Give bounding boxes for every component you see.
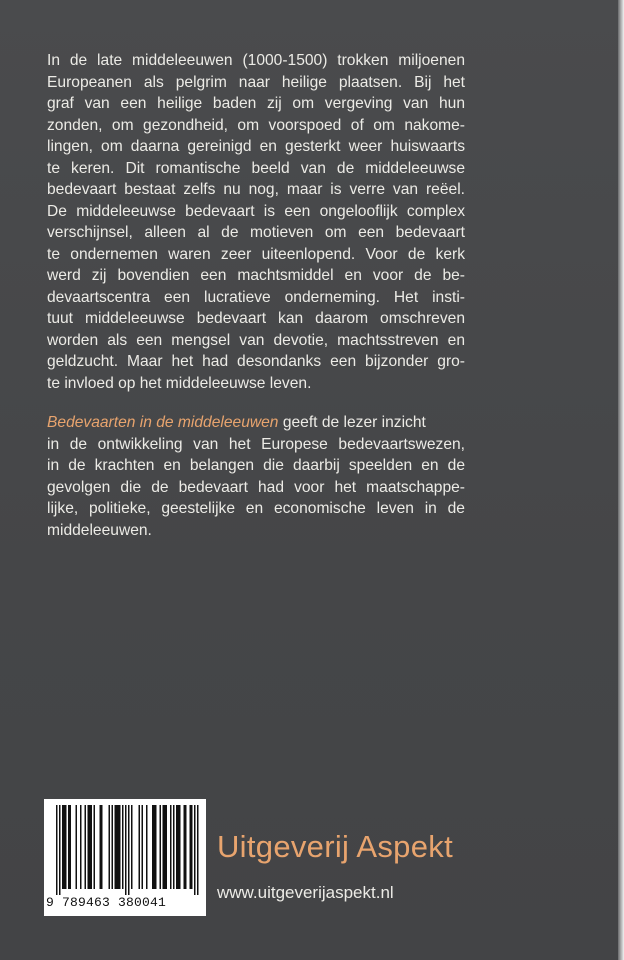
barcode-bar (89, 805, 91, 889)
blurb-line: werd zij bovendien een machtsmiddel en voor de be- (47, 267, 465, 284)
barcode-bar (194, 805, 196, 895)
barcode-bar (59, 805, 61, 895)
barcode-bar (112, 805, 114, 889)
blurb-line: te ondernemen waren zeer uiteenlopend. Voor de kerk (47, 245, 465, 263)
blurb-line-rest: geeft de lezer inzicht (278, 414, 426, 431)
blurb-line: te invloed op het middeleeuwse leven. (47, 374, 312, 392)
barcode-bar (146, 805, 148, 889)
blurb-line: Europeanen als pelgrim naar heilige plaatsen. Bij het (47, 73, 465, 91)
barcode-bar (101, 805, 103, 889)
blurb-line: verschijnsel, alleen al de motieven om een bedevaart (47, 224, 465, 241)
barcode-bar (164, 805, 166, 889)
barcode-bars (44, 799, 206, 895)
barcode-bar (80, 805, 82, 889)
barcode-bar (170, 805, 172, 889)
barcode-bar (116, 805, 118, 889)
barcode-bar (184, 805, 186, 889)
page-edge (618, 0, 624, 960)
barcode-bar (176, 805, 178, 889)
isbn-barcode (44, 799, 206, 916)
blurb-paragraph-1 (47, 50, 465, 394)
barcode-bar (68, 805, 70, 889)
barcode-bar (115, 805, 117, 889)
publisher-website: www.uitgeverijaspekt.nl (217, 883, 394, 902)
blurb-line: middeleeuwen. (47, 521, 152, 539)
barcode-bar (94, 805, 96, 889)
barcode-bar (131, 805, 133, 889)
barcode-bar (142, 805, 144, 889)
blurb-line: tuut middeleeuwse bedevaart kan daarom omschreven (47, 310, 465, 327)
barcode-bar (197, 805, 199, 895)
blurb-line: De middeleeuwse bedevaart is een ongelooflijk complex (47, 202, 465, 220)
barcode-bar (118, 805, 120, 889)
barcode-bar (91, 805, 93, 889)
book-title: Bedevaarten in de middeleeuwen (47, 414, 279, 431)
barcode-bar (119, 805, 121, 889)
blurb-line: te keren. Dit romantische beeld van de middeleeuwse (47, 159, 465, 177)
blurb-line: in de krachten en belangen die daarbij speelden en de (47, 457, 465, 474)
blurb-line: In de late middeleeuwen (1000-1500) trokken miljoenen (47, 52, 465, 69)
barcode-bar (70, 805, 72, 889)
barcode-bar (109, 805, 111, 889)
barcode-bar (64, 805, 66, 889)
barcode-bar (85, 805, 87, 889)
paragraph-gap (47, 394, 465, 412)
barcode-bar (125, 805, 127, 895)
barcode-bar (163, 805, 165, 889)
blurb-line: lijke, politieke, geestelijke en economische leven in de (47, 500, 465, 517)
barcode-bar (155, 805, 157, 889)
barcode-bar (128, 805, 130, 895)
barcode-bar (122, 805, 124, 889)
blurb-paragraph-2 (47, 412, 465, 541)
blurb (47, 50, 465, 541)
barcode-bar (62, 805, 64, 889)
barcode-bar (191, 805, 193, 889)
barcode-bar (160, 805, 162, 889)
barcode-bar (88, 805, 90, 889)
publisher-name: Uitgeverij Aspekt (217, 829, 453, 864)
barcode-bar (152, 805, 154, 889)
blurb-line: zonden, om gezondheid, om voorspoed of om nakome- (47, 116, 465, 134)
blurb-line: lingen, om daarna gereinigd en gesterkt weer huiswaarts (47, 138, 465, 155)
barcode-bar (76, 805, 78, 889)
barcode-bar (139, 805, 141, 889)
barcode-bar (173, 805, 175, 889)
barcode-bar (179, 805, 181, 889)
blurb-line: gevolgen die de bedevaart had voor het maatschappe- (47, 478, 465, 496)
barcode-bar (178, 805, 180, 889)
blurb-line: bedevaart bestaat zelfs nu nog, maar is verre van reëel. (47, 181, 465, 198)
blurb-line: graf van een heilige baden zij om vergeving van hun (47, 95, 465, 112)
barcode-bar (154, 805, 156, 889)
blurb-line: in de ontwikkeling van het Europese bedevaartswezen, (47, 435, 465, 453)
barcode-bar (56, 805, 58, 895)
barcode-bar (100, 805, 102, 889)
barcode-bar (190, 805, 192, 889)
blurb-line: worden als een mengsel van devotie, machtsstreven en (47, 331, 465, 349)
blurb-line (47, 412, 465, 434)
blurb-line: devaartscentra een lucratieve onderneming. Het insti- (47, 288, 465, 306)
blurb-line: geldzucht. Maar het had desondanks een bijzonder gro- (47, 353, 465, 370)
barcode-bar (166, 805, 168, 889)
barcode-bar (185, 805, 187, 889)
isbn-digits: 9 789463 380041 (46, 895, 167, 910)
barcode-bar (65, 805, 67, 889)
